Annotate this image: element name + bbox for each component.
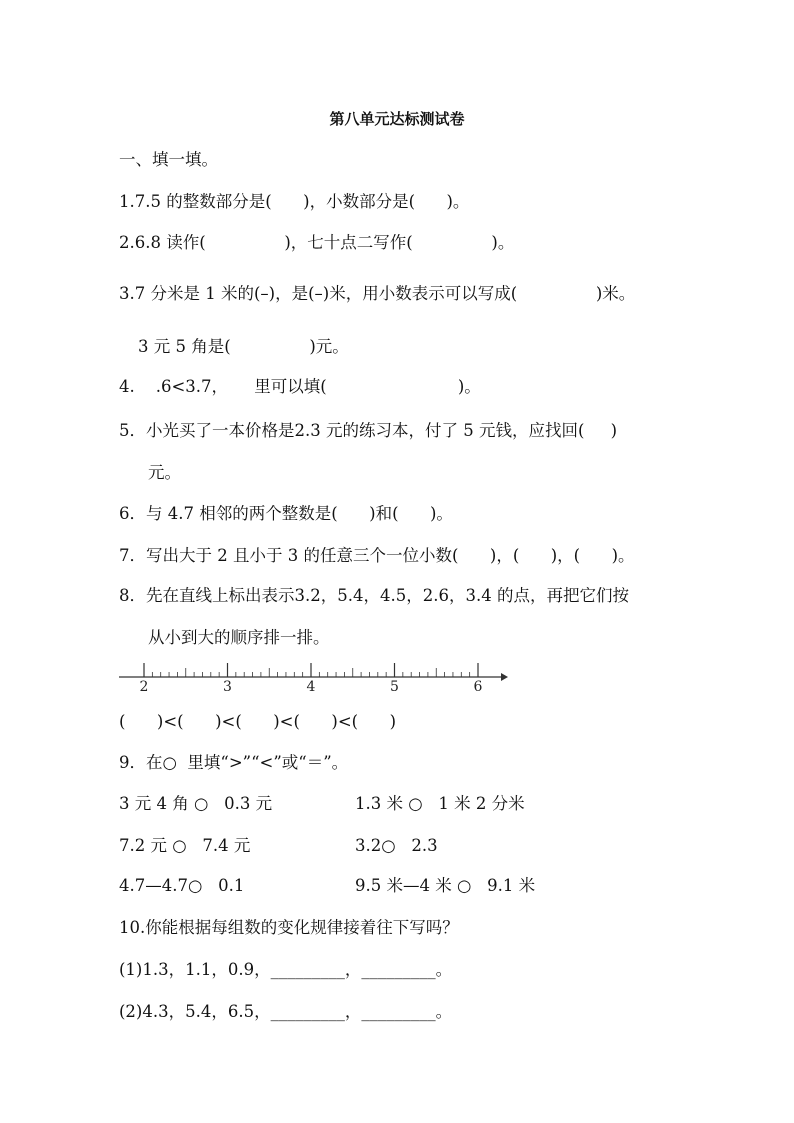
compare-1-right: 1.3 米 ○ 1 米 2 分米 — [355, 794, 525, 813]
question-2: 2.6.8 读作( )，七十点二写作( )。 — [119, 233, 515, 252]
compare-2-right: 3.2○ 2.3 — [355, 836, 438, 855]
number-line-ticks — [144, 663, 478, 677]
question-6: 6．与 4.7 相邻的两个整数是( )和( )。 — [119, 504, 453, 523]
page-title: 第八单元达标测试卷 — [329, 110, 465, 128]
question-5-continued: 元。 — [148, 463, 181, 482]
question-10: 10.你能根据每组数的变化规律接着往下写吗？ — [119, 918, 459, 937]
compare-3-right: 9.5 米—4 米 ○ 9.1 米 — [355, 876, 536, 895]
question-8: 8．先在直线上标出表示3.2，5.4，4.5，2.6，3.4 的点，再把它们按 — [119, 586, 629, 605]
question-10-part-1: (1)1.3，1.1，0.9，_________，_________。 — [119, 960, 453, 979]
number-line-label: 6 — [473, 679, 483, 695]
compare-1-left: 3 元 4 角 ○ 0.3 元 — [119, 794, 273, 813]
number-line — [116, 652, 508, 696]
question-3: 3.7 分米是 1 米的(–)，是(–)米，用小数表示可以写成( )米。 — [119, 284, 636, 303]
question-9: 9．在○ 里填“>”“<”或“＝”。 — [119, 753, 349, 772]
number-line-label: 2 — [139, 679, 149, 695]
question-10-part-2: (2)4.3，5.4，6.5，_________，_________。 — [119, 1002, 453, 1021]
number-line-label: 5 — [390, 679, 399, 695]
question-1: 1.7.5 的整数部分是( )，小数部分是( )。 — [119, 192, 470, 211]
number-line-label: 3 — [223, 679, 232, 695]
compare-2-left: 7.2 元 ○ 7.4 元 — [119, 836, 251, 855]
question-3-continued: 3 元 5 角是( )元。 — [138, 337, 349, 356]
section-heading: 一、填一填。 — [119, 150, 218, 169]
question-4: 4. .6<3.7， 里可以填( )。 — [119, 377, 481, 396]
number-line-arrow — [501, 673, 508, 681]
question-8-continued: 从小到大的顺序排一排。 — [148, 628, 330, 647]
number-line-label: 4 — [306, 679, 316, 695]
number-line-labels — [140, 679, 483, 695]
question-8-answer: ( )<( )<( )<( )<( ) — [119, 712, 397, 731]
compare-3-left: 4.7—4.7○ 0.1 — [119, 876, 245, 895]
question-7: 7．写出大于 2 且小于 3 的任意三个一位小数( )，( )，( )。 — [119, 546, 635, 565]
question-5: 5．小光买了一本价格是2.3 元的练习本，付了 5 元钱，应找回( ) — [119, 421, 618, 440]
